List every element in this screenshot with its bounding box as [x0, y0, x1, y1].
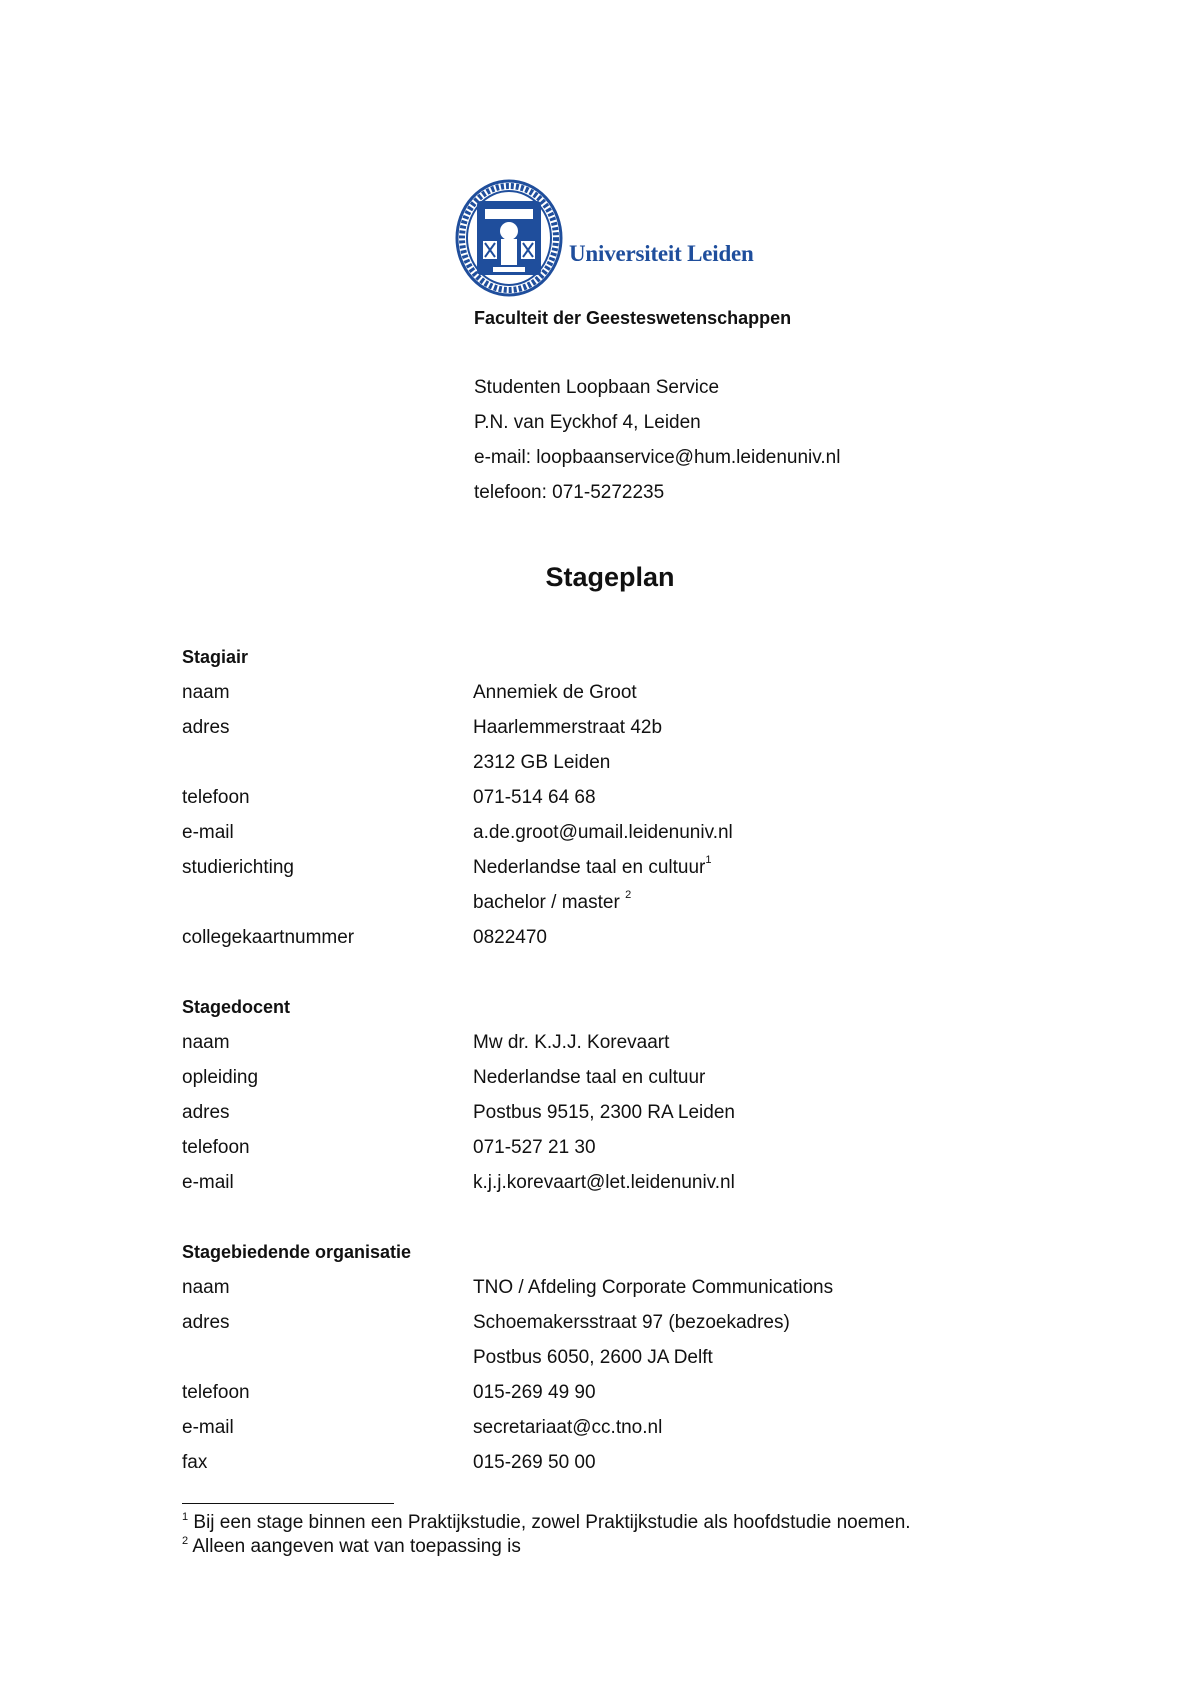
field-label: e-mail: [182, 1417, 234, 1438]
field-label: naam: [182, 1032, 230, 1053]
field-row: [182, 1130, 1082, 1165]
contact-line: Studenten Loopbaan Service: [474, 377, 720, 398]
field-value: Schoemakersstraat 97 (bezoekadres): [473, 1312, 790, 1333]
field-row: [182, 1305, 1082, 1340]
field-row: [182, 1025, 1082, 1060]
footnote-text: Bij een stage binnen een Praktijkstudie, zowel Praktijkstudie als hoofdstudie noemen.: [188, 1512, 911, 1533]
field-row: [182, 780, 1082, 815]
logo-wordmark: Universiteit Leiden: [569, 240, 754, 266]
field-row: [182, 815, 1082, 850]
field-row: [182, 1060, 1082, 1095]
field-label: naam: [182, 682, 230, 703]
field-row: [182, 1375, 1082, 1410]
field-label: opleiding: [182, 1067, 259, 1088]
field-label: telefoon: [182, 1382, 250, 1403]
footnote: [182, 1511, 911, 1535]
faculty-name: Faculteit der Geesteswetenschappen: [474, 308, 792, 328]
field-value: secretariaat@cc.tno.nl: [473, 1417, 663, 1438]
footnote-text: Alleen aangeven wat van toepassing is: [188, 1536, 521, 1557]
field-label: collegekaartnummer: [182, 927, 355, 948]
field-row: [182, 1410, 1082, 1445]
field-value: k.j.j.korevaart@let.leidenuniv.nl: [473, 1172, 735, 1193]
field-row: [182, 1270, 1082, 1305]
footnote-ref: 1: [705, 854, 712, 866]
field-row: [182, 710, 1082, 745]
field-label: e-mail: [182, 1172, 234, 1193]
field-row: [182, 885, 1082, 920]
field-value: 0822470: [473, 927, 547, 948]
field-value: Nederlandse taal en cultuur: [473, 1067, 706, 1088]
field-value: Mw dr. K.J.J. Korevaart: [473, 1032, 670, 1053]
section-heading: Stagiair: [182, 647, 249, 667]
field-value: Postbus 9515, 2300 RA Leiden: [473, 1102, 735, 1123]
contact-block: [474, 370, 840, 510]
field-value: 071-527 21 30: [473, 1137, 596, 1158]
footnotes: [182, 1511, 911, 1559]
field-value: Haarlemmerstraat 42b: [473, 717, 663, 738]
contact-phone: telefoon: 071-5272235: [474, 482, 665, 503]
section-stagiair: [182, 640, 1082, 955]
field-row: [182, 675, 1082, 710]
field-label: adres: [182, 717, 230, 738]
footnote-marker: 1: [182, 1511, 189, 1523]
field-label: fax: [182, 1452, 208, 1473]
section-stagedocent: [182, 990, 1082, 1200]
field-label: adres: [182, 1312, 230, 1333]
field-label: [182, 745, 473, 780]
section-heading: Stagebiedende organisatie: [182, 1242, 412, 1262]
field-value: 015-269 50 00: [473, 1452, 596, 1473]
field-row: [182, 1445, 1082, 1480]
field-value: 071-514 64 68: [473, 787, 596, 808]
field-label: telefoon: [182, 787, 250, 808]
field-label: adres: [182, 1102, 230, 1123]
field-label: [182, 885, 473, 920]
field-label: naam: [182, 1277, 230, 1298]
section-organisatie: [182, 1235, 1082, 1480]
field-row: [182, 1165, 1082, 1200]
field-value: 015-269 49 90: [473, 1382, 596, 1403]
field-label: studierichting: [182, 857, 294, 878]
page-title: Stageplan: [545, 562, 675, 592]
field-value: [473, 885, 631, 920]
university-logo: [455, 175, 795, 300]
field-value: 2312 GB Leiden: [473, 752, 611, 773]
field-value: Postbus 6050, 2600 JA Delft: [473, 1347, 713, 1368]
field-value: [473, 850, 712, 885]
footnote-ref: 2: [625, 889, 632, 901]
contact-email: e-mail: loopbaanservice@hum.leidenuniv.nl: [474, 447, 841, 468]
field-row: [182, 850, 1082, 885]
section-heading: Stagedocent: [182, 997, 291, 1017]
field-value: a.de.groot@umail.leidenuniv.nl: [473, 822, 733, 843]
footnote: [182, 1535, 911, 1559]
field-label: telefoon: [182, 1137, 250, 1158]
field-row: [182, 1095, 1082, 1130]
field-label: [182, 1340, 473, 1375]
footnote-separator: [182, 1503, 394, 1504]
field-row: [182, 745, 1082, 780]
footnote-marker: 2: [182, 1535, 189, 1547]
field-row: [182, 1340, 1082, 1375]
university-seal-icon: [455, 179, 563, 297]
contact-line: P.N. van Eyckhof 4, Leiden: [474, 412, 701, 433]
field-value-text: bachelor / master: [473, 892, 626, 913]
field-value-text: Nederlandse taal en cultuur: [473, 857, 706, 878]
field-value: TNO / Afdeling Corporate Communications: [473, 1277, 834, 1298]
field-label: e-mail: [182, 822, 234, 843]
field-value: Annemiek de Groot: [473, 682, 637, 703]
field-row: [182, 920, 1082, 955]
